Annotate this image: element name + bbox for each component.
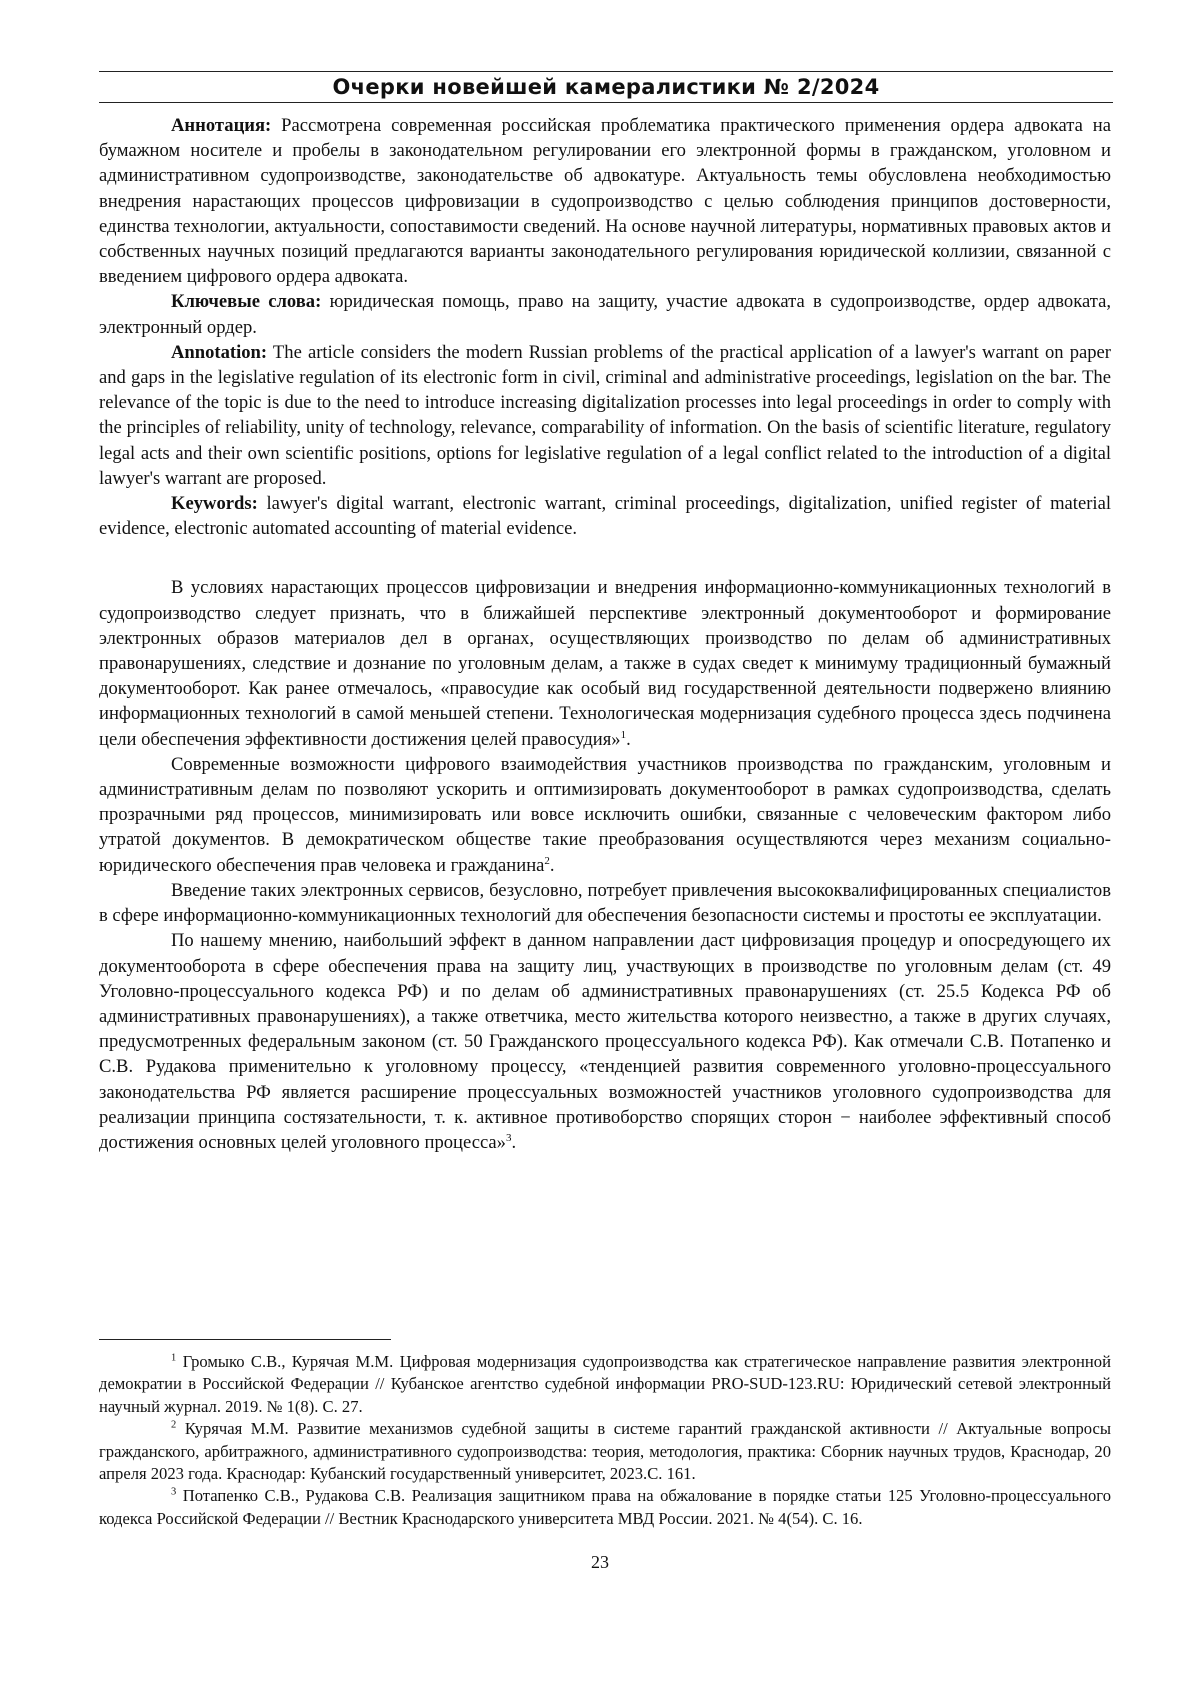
footnote-ref-2[interactable]: 2 — [544, 854, 550, 867]
keywords-ru-text: юридическая помощь, право на защиту, участие адвоката в судопроизводстве, ордер адвоката, электронный ордер. — [99, 291, 1111, 338]
footnotes — [99, 1351, 1111, 1530]
abstract-ru-text: Рассмотрена современная российская проблематика практического применения ордера адвоката на бумажном носителе и пробелы в законодательном регулировании его электронной формы в гражданском, уголовном и административном судопроизводстве, законодательстве об адвокатуре. Актуальность темы обусловлена необходимостью внедрения нарастающих процессов цифровизации в судопроизводство с целью соблюдения принципов достоверности, единства технологии, актуальности, сопоставимости сведений. На основе научной литературы, нормативных правовых актов и собственных научных позиций предлагаются варианты законодательного регулирования юридической коллизии, связанной с введением цифрового ордера адвоката. — [99, 115, 1111, 288]
body-paragraph-2 — [99, 752, 1111, 878]
body-paragraph-1-text: В условиях нарастающих процессов цифровизации и внедрения информационно-коммуникационных технологий в судопроизводство следует признать, что в ближайшей перспективе электронный документооборот и формирование электронных образов материалов дел в органах, осуществляющих производство по делам об административных правонарушениях, следствие и дознание по уголовным делам, а также в судах сведет к минимуму традиционный бумажный документооборот. Как ранее отмечалось, «правосудие как особый вид государственной деятельности подвержено влиянию информационных технологий в самой меньшей степени. Технологическая модернизация судебного процесса здесь подчинена цели обеспечения эффективности достижения целей правосудия» — [99, 577, 1111, 750]
footnote-1-text: Громыко С.В., Курячая М.М. Цифровая модернизация судопроизводства как стратегическое направление развития электронной демократии в Российской Федерации // Кубанское агентство судебной информации PRO-SUD-123.RU: Юридический сетевой электронный научный журнал. 2019. № 1(8). С. 27. — [99, 1352, 1111, 1416]
footnote-2 — [99, 1418, 1111, 1485]
footnote-2-number: 2 — [171, 1419, 177, 1431]
keywords-en — [99, 491, 1111, 541]
body-paragraph-4-end: . — [511, 1131, 517, 1153]
footnote-3-text: Потапенко С.В., Рудакова С.В. Реализация защитником права на обжалование в порядке статьи 125 Уголовно-процессуального кодекса Российской Федерации // Вестник Краснодарского университета МВД России. 2021. № 4(54). С. 16. — [99, 1486, 1111, 1528]
body-paragraph-1 — [99, 575, 1111, 751]
footnote-3-number: 3 — [171, 1486, 177, 1498]
keywords-ru — [99, 289, 1111, 339]
footnote-2-text: Курячая М.М. Развитие механизмов судебной защиты в системе гарантий гражданской активности // Актуальные вопросы гражданского, арбитражного, административного судопроизводства: теория, методология, практика: Сборник научных трудов, Краснодар, 20 апреля 2023 года. Краснодар: Кубанский государственный университет, 2023.С. 161. — [99, 1419, 1111, 1484]
abstract-ru-label: Аннотация: — [171, 115, 272, 136]
body-paragraph-4 — [99, 928, 1111, 1155]
journal-header — [99, 71, 1113, 103]
footnote-ref-3[interactable]: 3 — [505, 1131, 512, 1144]
section-gap — [99, 541, 1111, 575]
body-paragraph-1-end: . — [626, 728, 631, 750]
body-paragraph-3: Введение таких электронных сервисов, безусловно, потребует привлечения высококвалифицированных специалистов в сфере информационно-коммуникационных технологий для обеспечения безопасности системы и простоты ее эксплуатации. — [99, 879, 1111, 927]
keywords-en-label: Keywords: — [171, 493, 258, 515]
footnote-separator — [99, 1339, 391, 1340]
footnote-1 — [99, 1351, 1111, 1418]
page-number: 23 — [591, 1552, 609, 1572]
journal-title: Очерки новейшей камералистики № 2/2024 — [332, 75, 880, 99]
abstract-ru — [99, 113, 1111, 289]
keywords-ru-label: Ключевые слова: — [171, 291, 322, 313]
body-paragraph-4-text: По нашему мнению, наибольший эффект в данном направлении даст цифровизация процедур и опосредующего их документооборота в сфере обеспечения права на защиту лиц, участвующих в производстве по уголовным делам (ст. 49 Уголовно-процессуального кодекса РФ) и по делам об административных правонарушениях (ст. 25.5 Кодекса РФ об административных правонарушениях), а также ответчика, место жительства которого неизвестно, а также в других случаях, предусмотренных федеральным законом (ст. 50 Гражданского процессуального кодекса РФ). Как отмечали С.В. Потапенко и С.В. Рудакова применительно к уголовному процессу, «тенденцией развития современного уголовно-процессуального законодательства РФ является расширение процессуальных возможностей участников уголовного судопроизводства для реализации принципа состязательности, т. к. активное противоборство спорящих сторон − наиболее эффективный способ достижения основных целей уголовного процесса» — [99, 930, 1111, 1153]
footnote-1-number: 1 — [171, 1352, 177, 1364]
abstract-en-text: The article considers the modern Russian problems of the practical application of a lawyer's warrant on paper and gaps in the legislative regulation of its electronic form in civil, criminal and administrative proceedings, legislation on the bar. The relevance of the topic is due to the need to introduce increasing digitalization processes into legal proceedings in order to comply with the principles of reliability, unity of technology, relevance, comparability of information. On the basis of scientific literature, regulatory legal acts and their own scientific positions, options for legislative regulation of a legal conflict related to the introduction of a digital lawyer's warrant are proposed. — [99, 341, 1111, 489]
body-paragraph-2-end: . — [549, 854, 555, 876]
article-content — [99, 113, 1111, 1155]
body-paragraph-2-text: Современные возможности цифрового взаимодействия участников производства по гражданским, уголовным и административным делам по позволяют ускорить и оптимизировать документооборот в рамках судопроизводства, сделать прозрачными ряд процессов, минимизировать или вовсе исключить ошибки, связанные с человеческим фактором либо утратой документов. В демократическом обществе такие преобразования осуществляются через механизм социально-юридического обеспечения прав человека и гражданина — [99, 753, 1111, 876]
footnote-ref-1[interactable]: 1 — [620, 728, 627, 741]
keywords-en-text: lawyer's digital warrant, electronic warrant, criminal proceedings, digitalization, unified register of material evidence, electronic automated accounting of material evidence. — [99, 493, 1111, 540]
footnote-3 — [99, 1485, 1111, 1530]
abstract-en-label: Annotation: — [171, 341, 268, 363]
abstract-en — [99, 340, 1111, 491]
